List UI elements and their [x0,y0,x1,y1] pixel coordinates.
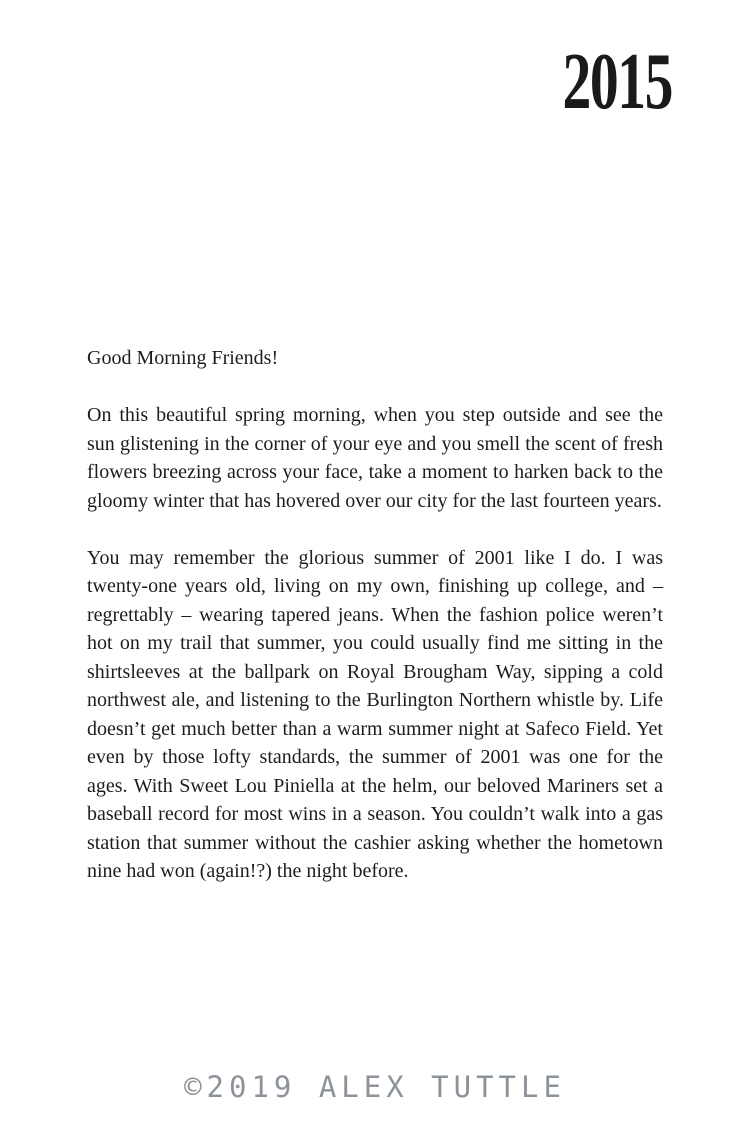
copyright-footer: ©2019 ALEX TUTTLE [184,1070,566,1104]
letter-body [87,344,663,914]
paragraph-2: You may remember the glorious summer of 2001 like I do. I was twenty-one years old, living on my own, finishing up college, and – regrettably – wearing tapered jeans. When the fashion police weren’t hot on my trail that summer, you could usually find me sitting in the shirtsleeves at the ballpark on Royal Brougham Way, sipping a cold northwest ale, and listening to the Burlington Northern whistle by. Life doesn’t get much better than a warm summer night at Safeco Field. Yet even by those lofty standards, the summer of 2001 was one for the ages. With Sweet Lou Piniella at the helm, our beloved Mariners set a baseball record for most wins in a season. You couldn’t walk into a gas station that summer without the cashier asking whether the hometown nine had won (again!?) the night before. [87,546,663,882]
greeting-line: Good Morning Friends! [87,347,279,369]
paragraph-1: On this beautiful spring morning, when you step outside and see the sun glistening in the corner of your eye and you smell the scent of fresh flowers breezing across your face, take a moment to harken back to the gloomy winter that has hovered over our city for the last fourteen years. [87,404,663,512]
chapter-title-year: 2015 [562,38,672,126]
